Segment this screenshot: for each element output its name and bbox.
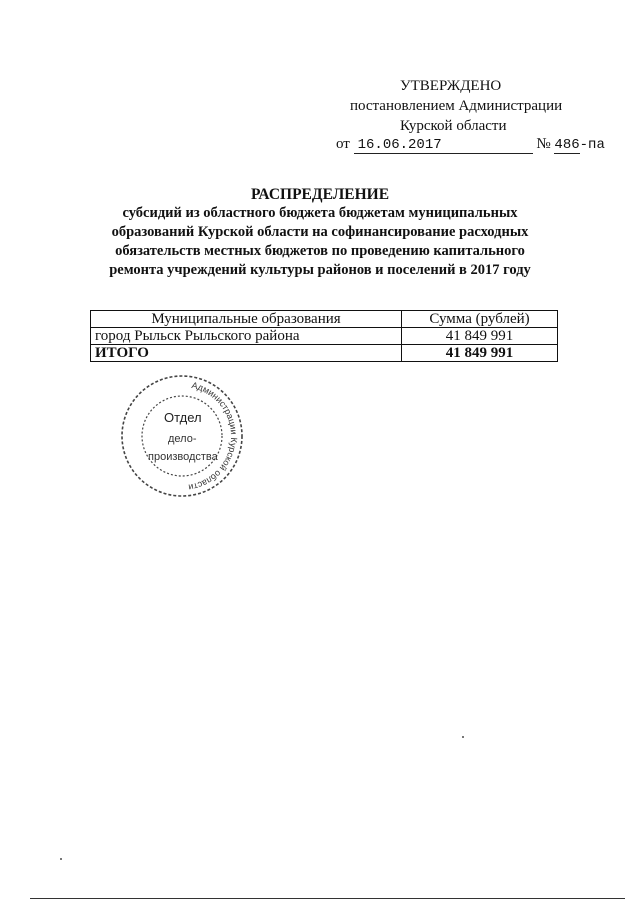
approval-number: 486 <box>554 137 580 153</box>
stamp-center-line-2: дело- <box>168 433 197 445</box>
approval-line-3: Курской области <box>400 118 507 134</box>
number-label: № <box>536 136 551 152</box>
stamp-ring-text: Администрации Курской области <box>187 379 240 493</box>
heading-line-4: ремонта учреждений культуры районов и поселений в 2017 году <box>109 262 531 278</box>
from-label: от <box>336 136 350 152</box>
approval-line-2: постановлением Администрации <box>350 98 563 114</box>
approval-date: 16.06.2017 <box>354 137 533 154</box>
total-label: ИТОГО <box>91 345 402 362</box>
approval-date-line <box>336 136 605 154</box>
heading-line-2: образований Курской области на софинансирование расходных <box>111 224 529 240</box>
distribution-table <box>90 310 558 362</box>
table-row <box>91 328 558 345</box>
stamp-center-line-3: производства <box>148 451 218 463</box>
header-amount: Сумма (рублей) <box>402 311 558 328</box>
header-municipality: Муниципальные образования <box>91 311 402 328</box>
heading-line-1: субсидий из областного бюджета бюджетам муниципальных <box>122 205 518 221</box>
table-total-row <box>91 345 558 362</box>
office-stamp <box>118 372 246 500</box>
stamp-center-line-1: Отдел <box>164 410 202 425</box>
heading-line-3: обязательств местных бюджетов по проведению капитального <box>115 243 525 259</box>
approval-title: УТВЕРЖДЕНО <box>400 78 502 94</box>
approval-number-suffix: -па <box>579 137 605 153</box>
row-municipality: город Рыльск Рыльского района <box>91 328 402 345</box>
page-bottom-rule <box>30 898 625 899</box>
scan-speck <box>60 858 62 860</box>
total-amount: 41 849 991 <box>402 345 558 362</box>
row-amount: 41 849 991 <box>402 328 558 345</box>
heading-title: РАСПРЕДЕЛЕНИЕ <box>250 186 390 203</box>
table-header-row <box>91 311 558 328</box>
document-heading <box>60 185 580 280</box>
scan-speck <box>462 736 464 738</box>
